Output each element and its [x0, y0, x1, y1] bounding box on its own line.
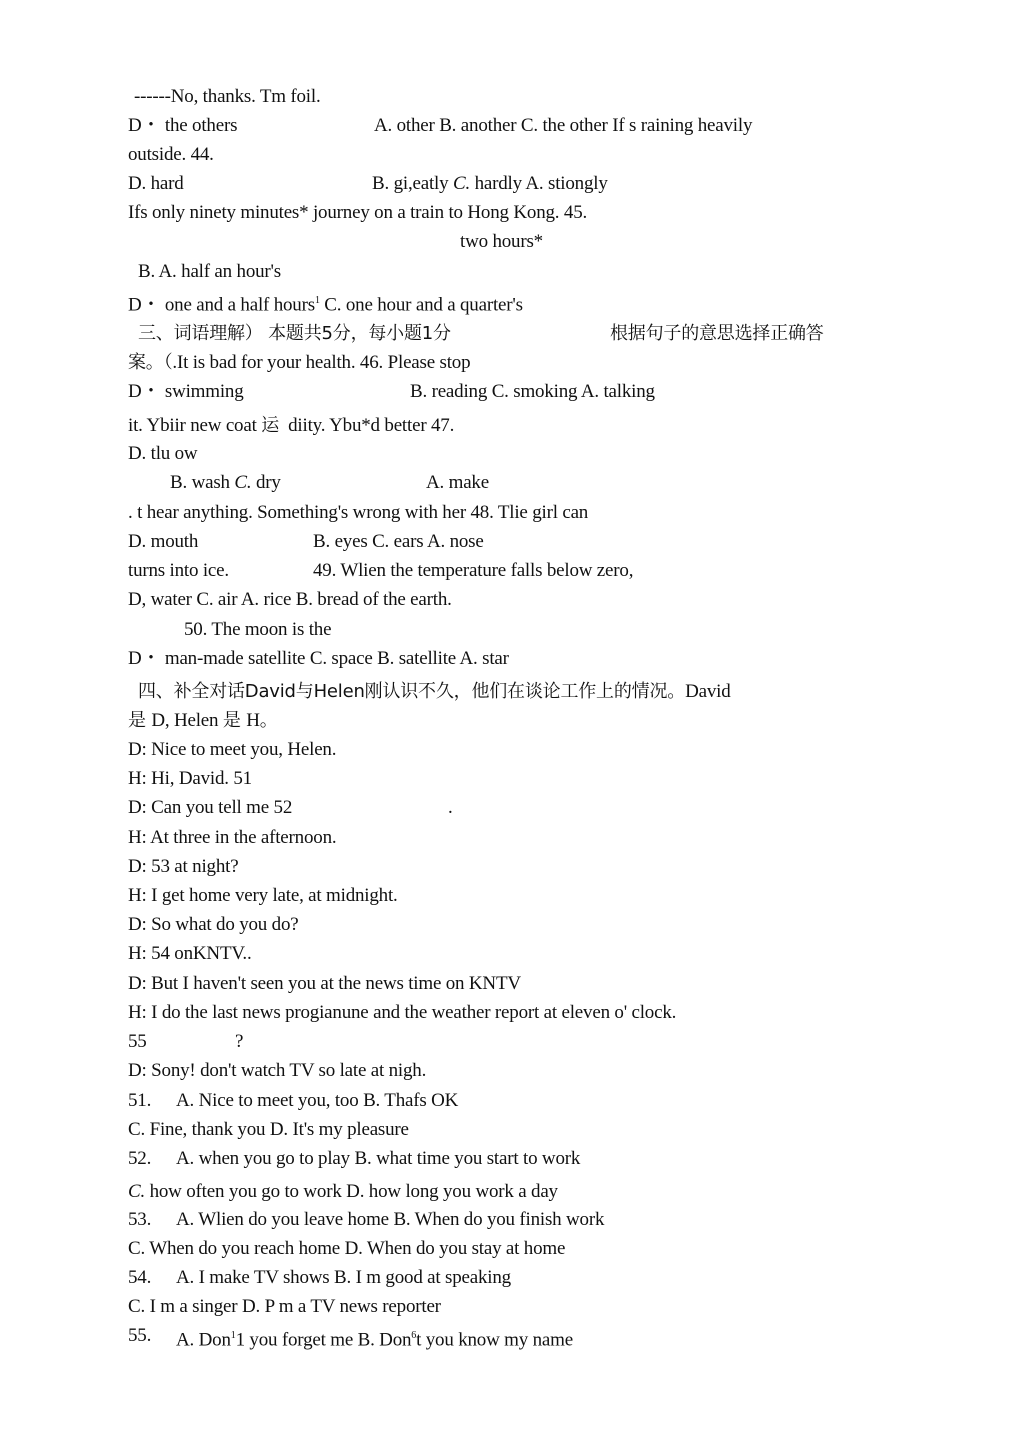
dialogue-line: D: Sony! don't watch TV so late at nigh.: [128, 1060, 427, 1081]
section-heading-cont: 根据句子的意思选择正确答: [610, 323, 824, 344]
option-line: [372, 173, 608, 195]
text-line: two hours*: [460, 231, 543, 252]
dialogue-line: D: 53 at night?: [128, 856, 239, 877]
option-line: A. when you go to play B. what time you start to work: [176, 1148, 581, 1169]
option-line: A. Wlien do you leave home B. When do you finish work: [176, 1209, 605, 1230]
dialogue-line: 55: [128, 1031, 147, 1052]
option-text: how often you go to work D. how long you work a day: [145, 1181, 558, 1202]
question-line: 49. Wlien the temperature falls below zero,: [313, 560, 634, 581]
cjk-text: 是: [128, 710, 152, 731]
dialogue-line: H: At three in the afternoon.: [128, 827, 337, 848]
option-letter: C.: [128, 1181, 146, 1202]
dialogue-line: H: I do the last news progianune and the weather report at eleven o' clock.: [128, 1002, 677, 1023]
superscript: 1: [230, 1330, 236, 1341]
heading-text: David: [685, 681, 731, 702]
option-line: B. eyes C. ears A. nose: [313, 531, 484, 552]
option-line: [176, 1325, 573, 1351]
question-line: [128, 352, 470, 374]
option-line: D・ the others: [128, 115, 238, 136]
text-line: ------No, thanks. Tm foil.: [134, 86, 321, 107]
dialogue-line: D: So what do you do?: [128, 914, 299, 935]
text-line: outside. 44.: [128, 144, 214, 165]
dialogue-line: D: But I haven't seen you at the news time on KNTV: [128, 973, 521, 994]
cjk-text: 运: [261, 415, 280, 436]
option-line: B. reading C. smoking A. talking: [410, 381, 655, 402]
dialogue-line: H: 54 onKNTV..: [128, 943, 252, 964]
option-number: 52.: [128, 1148, 152, 1169]
option-line: A. Nice to meet you, too B. Thafs OK: [176, 1090, 459, 1111]
section-heading: 三、词语理解） 本题共5分，每小题1分: [138, 323, 451, 344]
option-letter: C.: [234, 472, 252, 493]
question-line: 50. The moon is the: [184, 619, 332, 640]
option-line: D, water C. air A. rice B. bread of the earth.: [128, 589, 452, 610]
option-line: D・ swimming: [128, 381, 244, 402]
superscript: 6: [411, 1330, 417, 1341]
question-line: Ifs only ninety minutes* journey on a train to Hong Kong. 45.: [128, 202, 588, 223]
option-line: D. mouth: [128, 531, 199, 552]
option-text: B. wash: [170, 472, 235, 493]
option-line: C. Fine, thank you D. It's my pleasure: [128, 1119, 409, 1140]
heading-text: H: [246, 710, 260, 731]
option-text: hardly A. stiongly: [470, 173, 608, 194]
question-text: it. Ybiir new coat: [128, 415, 262, 436]
option-line: A. I make TV shows B. I m good at speaking: [176, 1267, 511, 1288]
option-line: [128, 290, 523, 316]
option-text: dry: [251, 472, 281, 493]
option-text: t you know my name: [416, 1329, 573, 1351]
section-heading: [138, 681, 731, 703]
option-line: [170, 472, 281, 494]
option-line: A. make: [426, 472, 489, 493]
option-text: D・ one and a half hours: [128, 294, 315, 316]
option-text: B. gi,eatly: [372, 173, 453, 194]
option-number: 51.: [128, 1090, 152, 1111]
cjk-text: 四、补全对话David与Helen刚认识不久，他们在谈论工作上的情况。: [138, 681, 686, 702]
option-line: C. When do you reach home D. When do you stay at home: [128, 1238, 566, 1259]
option-text: 1 you forget me B. Don: [235, 1329, 412, 1351]
dialogue-line: H: Hi, David. 51: [128, 768, 252, 789]
option-line: D. hard: [128, 173, 184, 194]
dialogue-blank: ?: [235, 1031, 244, 1052]
option-number: 53.: [128, 1209, 152, 1230]
heading-text: D, Helen: [151, 710, 223, 731]
dialogue-line: D: Can you tell me 52: [128, 797, 293, 818]
option-number: 55.: [128, 1325, 152, 1346]
option-letter: C.: [452, 173, 471, 194]
option-text: C. one hour and a quarter's: [319, 294, 523, 316]
option-line: C. I m a singer D. P m a TV news reporter: [128, 1296, 441, 1317]
question-text: diity. Ybu*d better 47.: [279, 415, 455, 436]
cjk-text: 案。（: [128, 352, 173, 373]
question-line: turns into ice.: [128, 560, 229, 581]
cjk-text: 。: [259, 710, 278, 731]
section-heading-cont: [128, 710, 278, 732]
dialogue-line: D: Nice to meet you, Helen.: [128, 739, 337, 760]
option-text: A. Don: [176, 1329, 231, 1351]
option-line: B. A. half an hour's: [138, 261, 281, 282]
option-number: 54.: [128, 1267, 152, 1288]
cjk-text: 是: [222, 710, 247, 731]
question-line: [128, 415, 454, 437]
question-line: . t hear anything. Something's wrong with her 48. Tlie girl can: [128, 502, 589, 523]
option-line: D. tlu ow: [128, 443, 198, 464]
option-line: D・ man-made satellite C. space B. satellite A. star: [128, 648, 509, 669]
dialogue-line: H: I get home very late, at midnight.: [128, 885, 398, 906]
option-line: A. other B. another C. the other If s raining heavily: [374, 115, 753, 136]
dialogue-blank: .: [448, 797, 453, 818]
superscript: 1: [314, 295, 320, 306]
question-text: .It is bad for your health. 46. Please stop: [172, 352, 471, 373]
option-line: [128, 1181, 558, 1203]
